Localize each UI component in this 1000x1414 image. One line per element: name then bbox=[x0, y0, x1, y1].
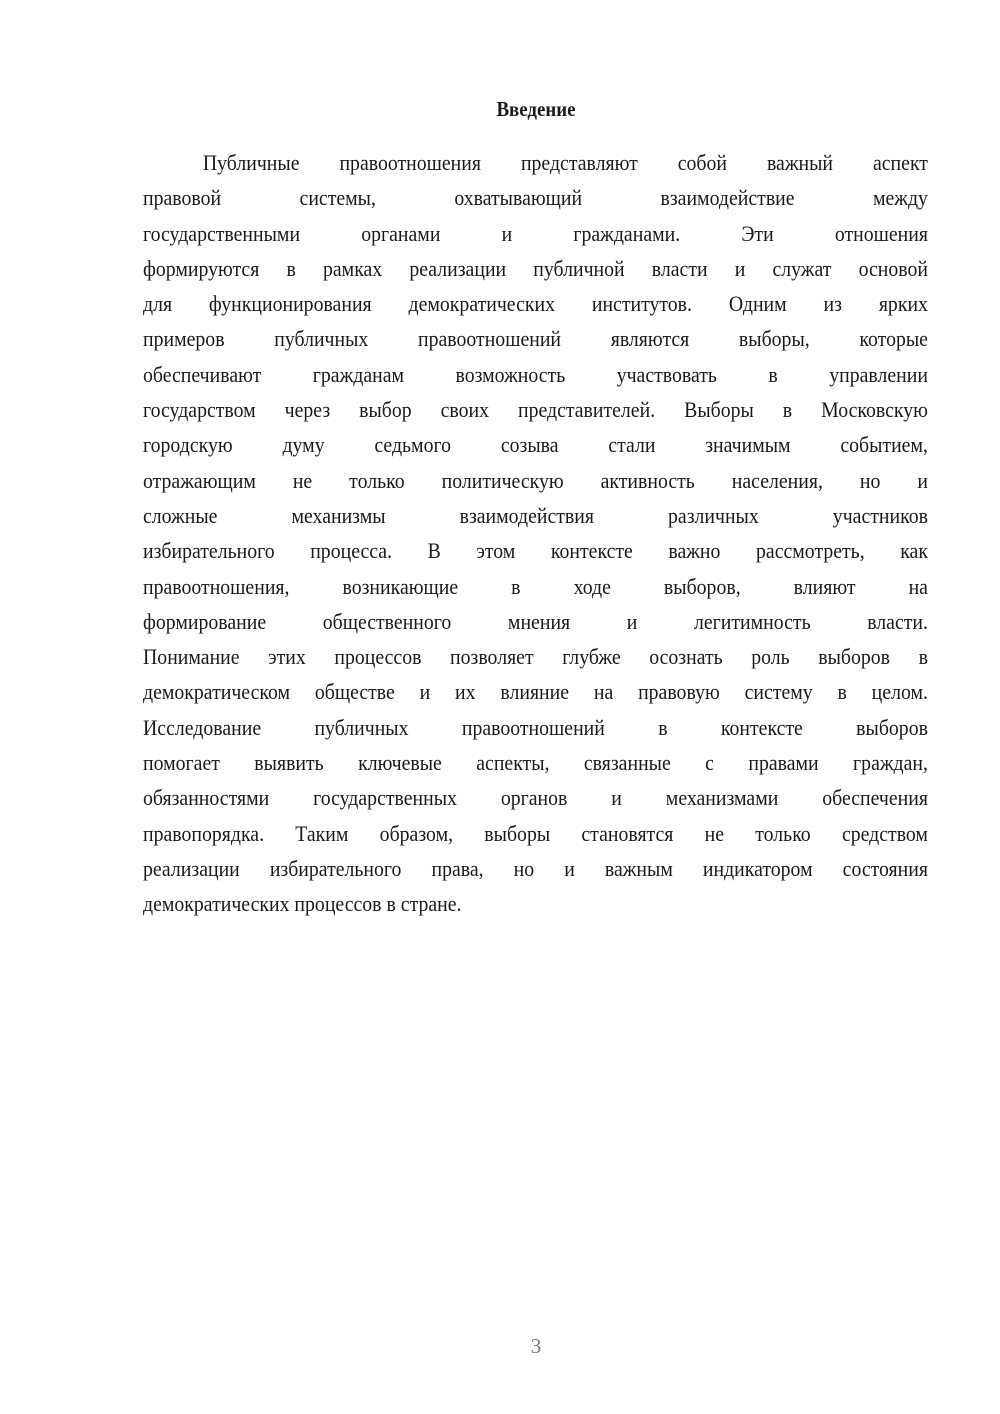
text-line: отражающим не только политическую активность населения, но и bbox=[143, 467, 928, 493]
body-paragraph bbox=[143, 145, 928, 922]
text-line: демократических процессов в стране. bbox=[143, 891, 462, 917]
text-line: для функционирования демократических институтов. Одним из ярких bbox=[143, 291, 928, 317]
text-line: помогает выявить ключевые аспекты, связанные с правами граждан, bbox=[143, 750, 928, 776]
text-line: примеров публичных правоотношений являются выборы, которые bbox=[143, 326, 928, 352]
text-line: обязанностями государственных органов и механизмами обеспечения bbox=[143, 785, 928, 811]
text-line: формирование общественного мнения и легитимность власти. bbox=[143, 608, 928, 634]
text-line: правовой системы, охватывающий взаимодействие между bbox=[143, 185, 928, 211]
text-line: сложные механизмы взаимодействия различных участников bbox=[143, 502, 928, 528]
page-number: 3 bbox=[530, 1334, 542, 1358]
text-line: государством через выбор своих представителей. Выборы в Московскую bbox=[143, 397, 928, 423]
text-line: правоотношения, возникающие в ходе выборов, влияют на bbox=[143, 573, 928, 599]
text-line: Исследование публичных правоотношений в контексте выборов bbox=[143, 714, 928, 740]
page-title: Введение bbox=[496, 97, 576, 121]
text-line: реализации избирательного права, но и важным индикатором состояния bbox=[143, 855, 928, 881]
text-line: городскую думу седьмого созыва стали значимым событием, bbox=[143, 432, 928, 458]
text-line: Понимание этих процессов позволяет глубже осознать роль выборов в bbox=[143, 644, 928, 670]
text-line: демократическом обществе и их влияние на правовую систему в целом. bbox=[143, 679, 928, 705]
text-line: государственными органами и гражданами. Эти отношения bbox=[143, 220, 928, 246]
text-line: Публичные правоотношения представляют собой важный аспект bbox=[202, 150, 928, 175]
text-line: формируются в рамках реализации публичной власти и служат основой bbox=[143, 255, 928, 281]
text-line: избирательного процесса. В этом контексте важно рассмотреть, как bbox=[143, 538, 928, 564]
text-line: обеспечивают гражданам возможность участвовать в управлении bbox=[143, 361, 928, 387]
text-line: правопорядка. Таким образом, выборы становятся не только средством bbox=[143, 820, 928, 846]
